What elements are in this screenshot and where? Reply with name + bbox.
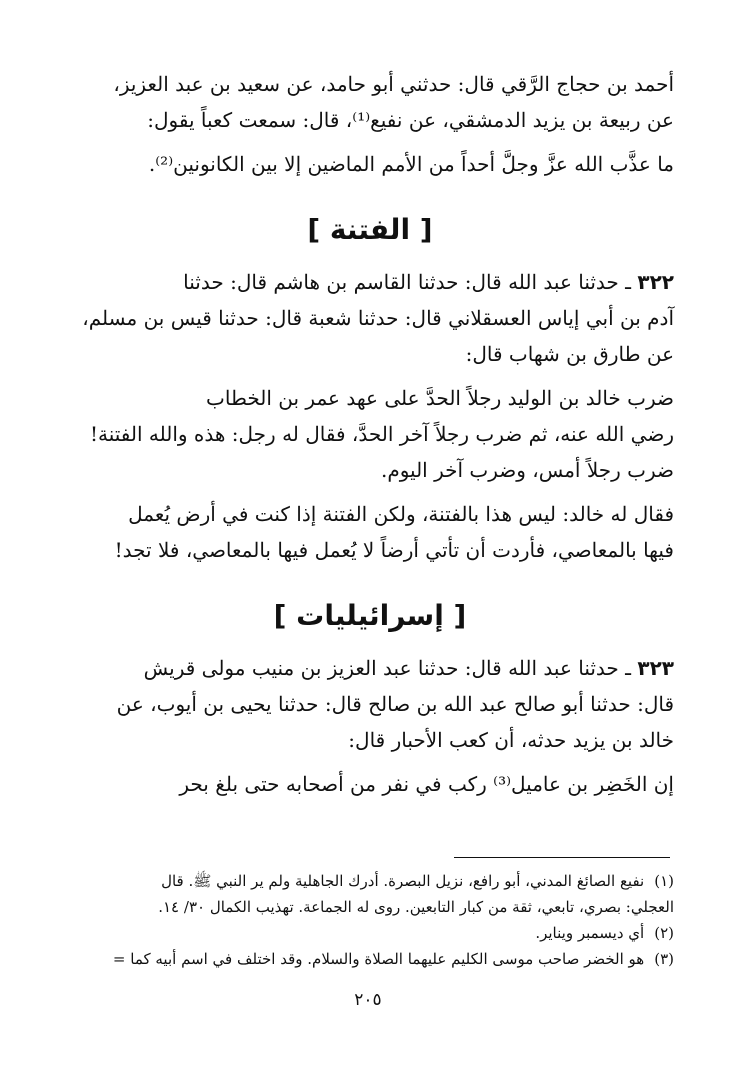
section-heading-israiliyyat: [ إسرائيليات ] [273,599,467,632]
footnote-3 [66,946,674,972]
text-line: أحمد بن حجاج الرَّقي قال: حدثني أبو حامد، عن سعيد بن عبد العزيز، [113,72,674,96]
text-line: آدم بن أبي إياس العسقلاني قال: حدثنا شعبة قال: حدثنا قيس بن مسلم، [82,306,674,330]
text-line: رضي الله عنه، ثم ضرب رجلاً آخر الحدَّ، فقال له رجل: هذه والله الفتنة! [89,422,674,446]
text-line: قال: حدثنا أبو صالح عبد الله بن صالح قال: حدثنا يحيى بن أيوب، عن [116,692,674,716]
footnote-1 [66,868,674,894]
paragraph-2 [66,146,674,182]
page-number: ٢٠٥ [354,990,382,1010]
paragraph-7 [66,766,674,802]
paragraph-1 [66,66,674,138]
section-heading-fitna: [ الفتنة ] [307,213,433,246]
footnote-1-continued: العجلي: بصري، تابعي، ثقة من كبار التابعين. روى له الجماعة. تهذيب الكمال ٣٠/ ١٤. [158,898,674,916]
footnote-number: (١) [654,872,674,890]
text-line [66,264,674,300]
text-line: خالد بن يزيد حدثه، أن كعب الأحبار قال: [348,728,674,752]
text-line: عن ربيعة بن يزيد الدمشقي، عن نفيع⁽¹⁾، قال: سمعت كعباً يقول: [147,108,674,132]
footnote-2 [66,920,674,946]
text-line: ضرب خالد بن الوليد رجلاً الحدَّ على عهد عمر بن الخطاب [206,386,674,410]
footnote-text: أي ديسمبر ويناير. [535,924,645,942]
text-line: فيها بالمعاصي، فأردت أن تأتي أرضاً لا يُعمل فيها بالمعاصي، فلا تجد! [114,538,674,562]
hadith-number: ٣٢٣ [637,656,674,680]
paragraph-3 [66,264,674,372]
footnote-number: (٣) [654,950,674,968]
text-line [66,650,674,686]
footnotes [66,868,674,972]
text-line: فقال له خالد: ليس هذا بالفتنة، ولكن الفتنة إذا كنت في أرض يُعمل [128,502,674,526]
text-line: ما عذَّب الله عزَّ وجلَّ أحداً من الأمم الماضين إلا بين الكانونين⁽²⁾. [148,152,674,176]
paragraph-5 [66,496,674,568]
paragraph-4 [66,380,674,488]
page-body [66,66,674,810]
text-line: ضرب رجلاً أمس، وضرب آخر اليوم. [380,458,674,482]
footnote-text: نفيع الصائغ المدني، أبو رافع، نزيل البصرة. أدرك الجاهلية ولم ير النبي ﷺ. قال [161,872,645,890]
paragraph-6 [66,650,674,758]
footnote-number: (٢) [654,924,674,942]
text-line: عن طارق بن شهاب قال: [465,342,674,366]
text-segment: ـ حدثنا عبد الله قال: حدثنا عبد العزيز بن منيب مولى قريش [143,656,632,680]
text-line: إن الخَضِر بن عاميل⁽³⁾ ركب في نفر من أصحابه حتى بلغ بحر [179,772,674,796]
footnote-divider [454,857,670,858]
footnote-text: هو الخضر صاحب موسى الكليم عليهما الصلاة والسلام. وقد اختلف في اسم أبيه كما = [112,950,645,968]
hadith-number: ٣٢٢ [637,270,674,294]
text-segment: ـ حدثنا عبد الله قال: حدثنا القاسم بن هاشم قال: حدثنا [183,270,632,294]
